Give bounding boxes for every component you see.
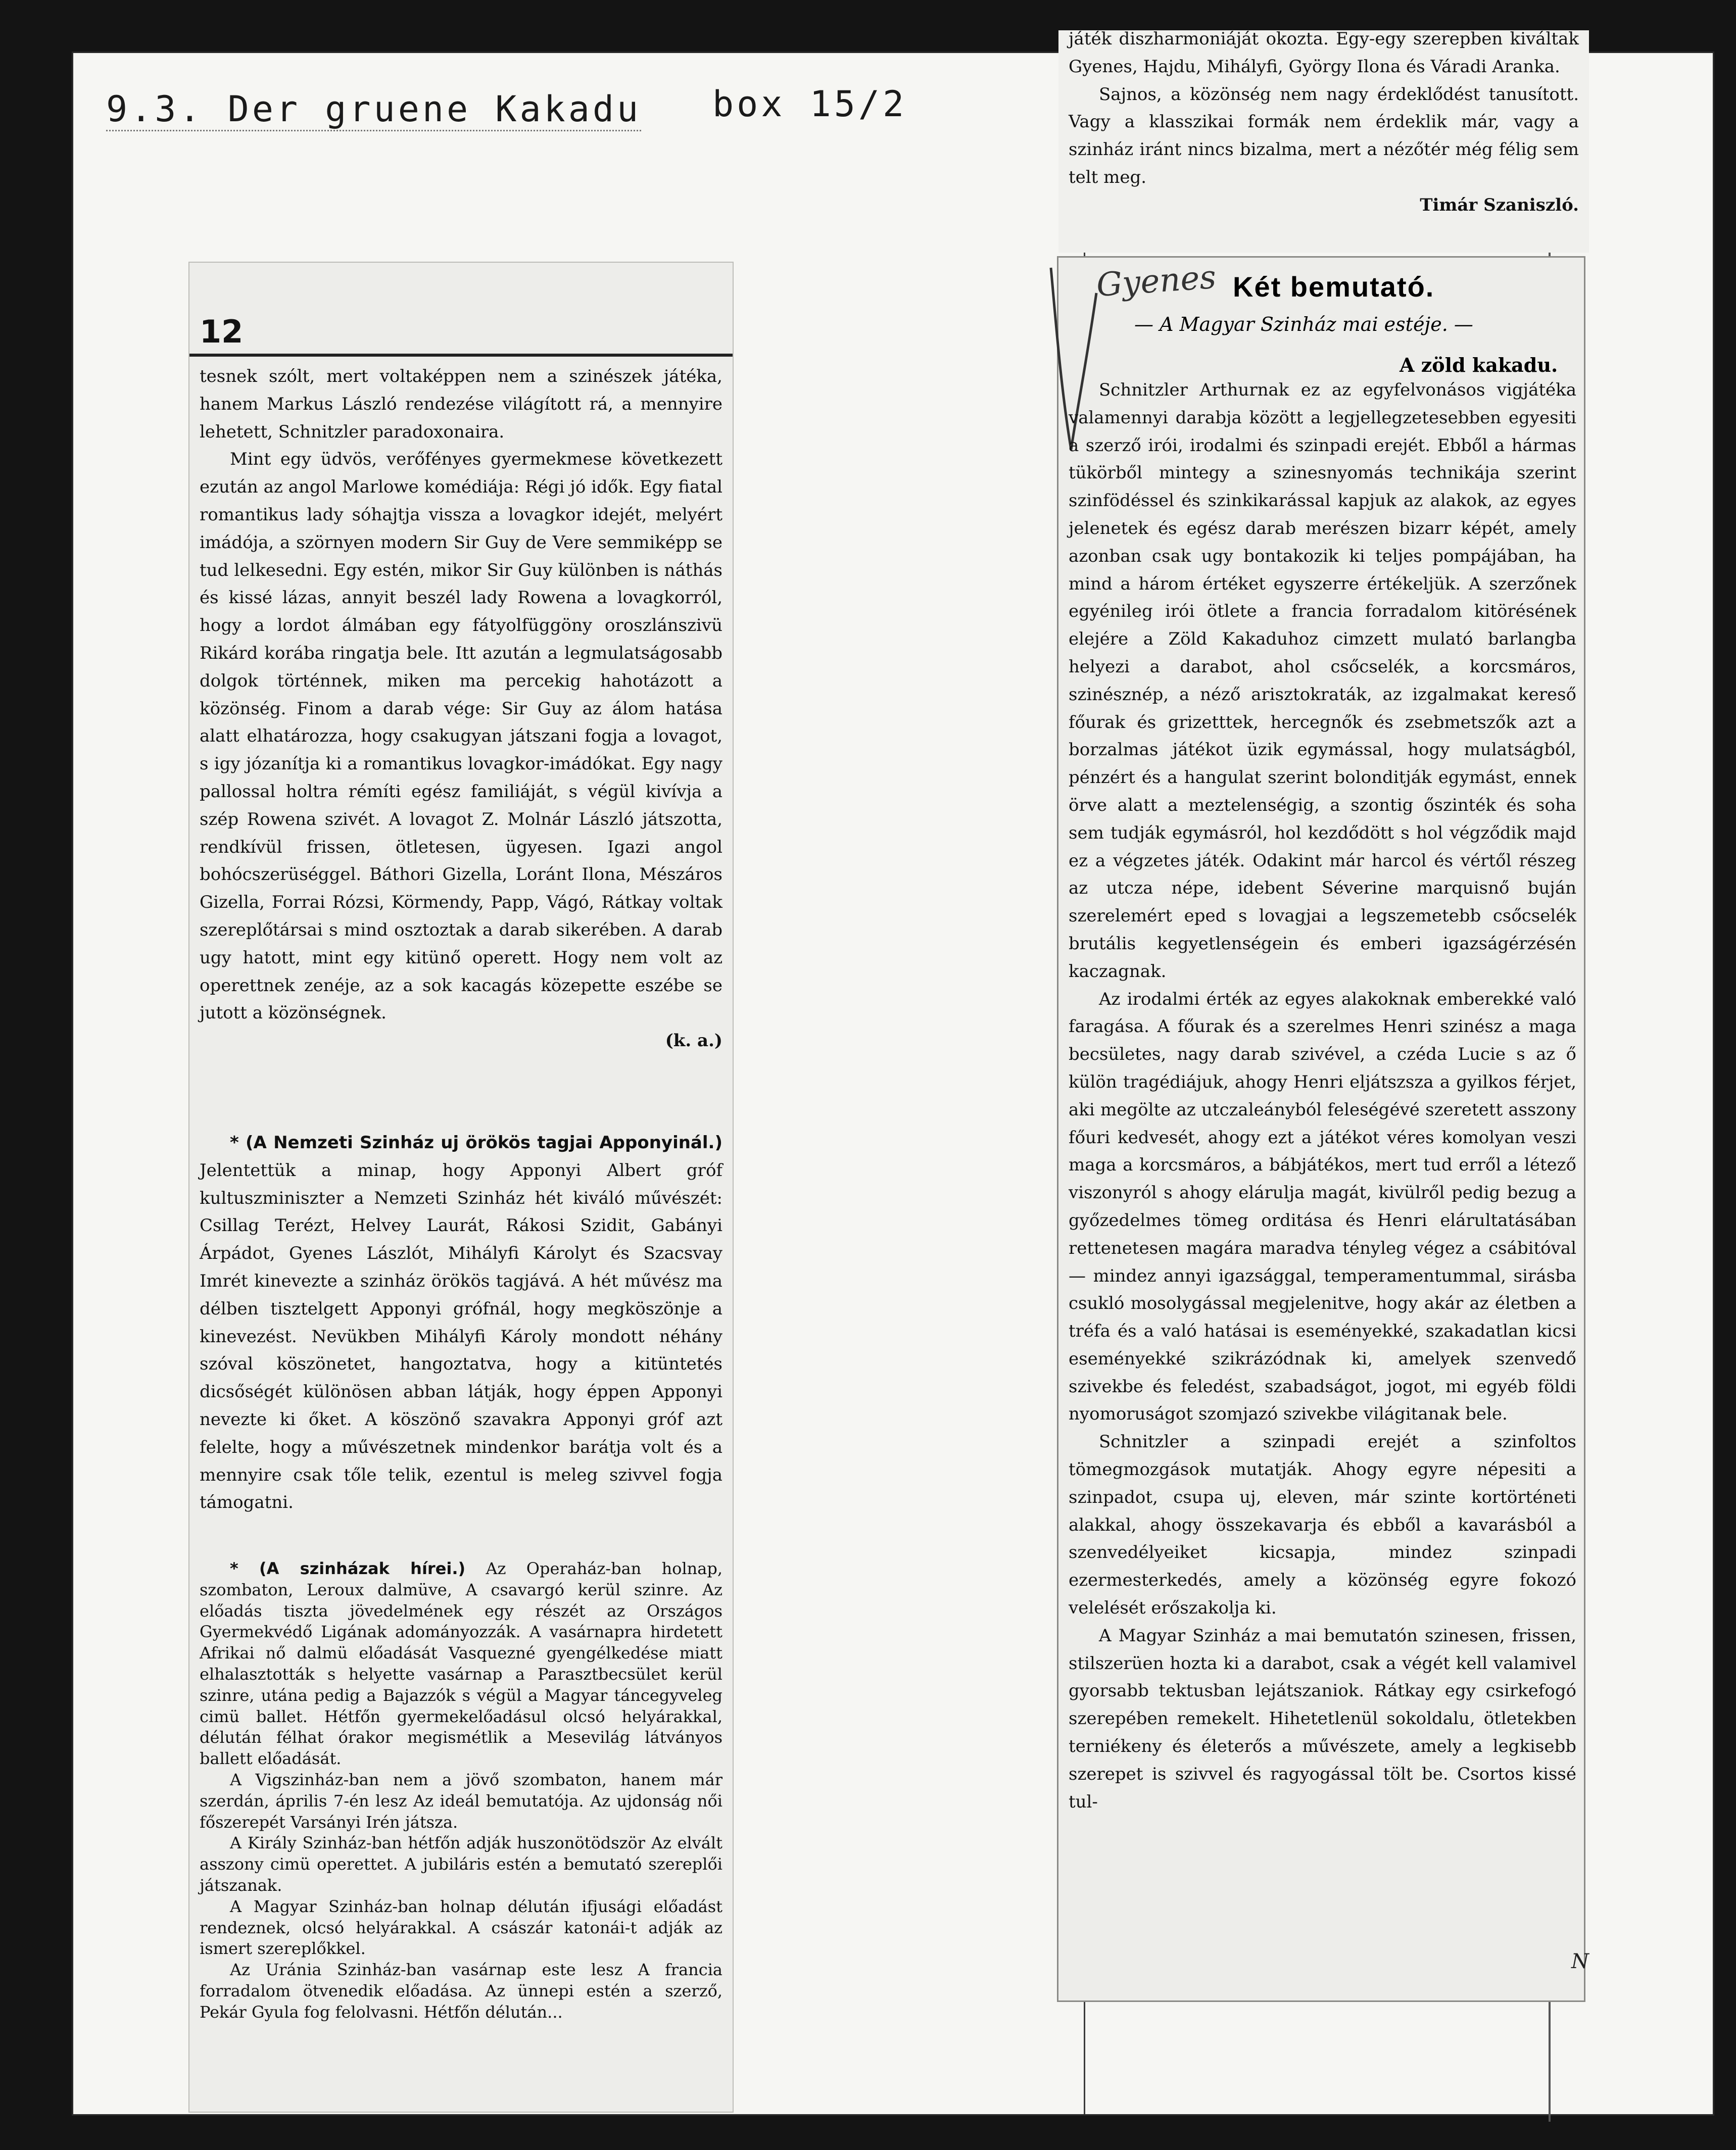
article-paragraph: Az irodalmi érték az egyes alakoknak emberekké való faragása. A főurak és a szerelmes Henri szinész a maga becsületes, nagy darab szivével, a czéda Lucie s az ő külön tragédiájuk, ahogy Henri eljátszsza a gyilkos férjet, aki megölte az utczaleányból feleségévé szeretett asszony főuri kedvesét, ahogy ezt a játékot véres komolyan veszi maga a korcsmáros, a bábjátékos, mert tud erről a létező viszonyról s ahogy elárulja magát, kivülről pedig bezug a győzedelmes tömeg orditása és Henri elárultatásában rettenetesen magára maradva tényleg végez a csábitóval — mindez annyi igazsággal, temperamentummal, sirásba csukló mosolygással megjelenitve, hogy akár az életben a tréfa és a való hatásai is eseményekké, szakadatlan kicsi eseményekké szikrázódnak ki, amelyek szenvedő szivekbe és feledést, szabadságot, jogot, mi egyéb földi nyomoruságot szomjazó szivekbe világitanak bele.: [1069, 989, 1576, 1425]
news-item: [200, 1896, 722, 1960]
handwritten-note: Gyenes: [1095, 258, 1218, 305]
review-column: [200, 363, 722, 1055]
news-item: [200, 1129, 722, 1517]
continued-signature: Timár Szaniszló.: [1420, 194, 1579, 215]
article-paragraph: Schnitzler a szinpadi erejét a szinfoltos tömegmozgások mutatják. Ahogy egyre népesiti a szinpadot, csupa uj, eleven, már szinte kortörténeti alakkal, ahogy összekavarja és ebből a kavarásból a szenvedélyeiket kicsapja, mindez szinpadi ezermesterkedés, amely a közönség egyre fokozó velelését erőszakolja ki.: [1069, 1432, 1576, 1619]
news-text: A Magyar Szinház-ban holnap délután ifjusági előadást rendeznek, olcsó helyárakkal. A császár katonái-t adják az ismert szereplőkkel.: [200, 1896, 722, 1959]
continued-paragraph: Sajnos, a közönség nem nagy érdeklődést tanusított. Vagy a klasszikai formák nem érdeklik már, vagy a szinház iránt nincs bizalma, mert a nézőtér még félig sem telt meg.: [1069, 84, 1579, 187]
review-signature: (k. a.): [665, 1031, 722, 1051]
page-number: 12: [200, 313, 244, 350]
review-paragraph: Mint egy üdvös, verőfényes gyermekmese következett ezután az angol Marlowe komédiája: Régi jó idők. Egy fiatal romantikus lady sóhajtja vissza a lovagkor idejét, melyért imádója, a szörnyen modern Sir Guy de Vere semmiképp se tud lelkesedni. Egy estén, mikor Sir Guy különben is náthás és kissé lázas, annyit beszél lady Rowena a lovagkorról, hogy a lordot álmában egy fátyolfüggöny oroszlánszivü Rikárd korába ringatja bele. Itt azután a legmulatságosabb dolgok történnek, miken ma percekig hahotázott a közönség. Finom a darab vége: Sir Guy az álom hatása alatt elhatározza, hogy csakugyan játszani fogja a lovagot, s igy józanítja ki a romantikus lovagkor-imádókat. Egy nagy pallossal holtra rémíti egész familiáját, s végül kivívja a szép Rowena szivét. A lovagot Z. Molnár László játszotta, rendkívül frissen, ötletesen, ügyesen. Igazi angol bohócszerüséggel. Báthori Gizella, Loránt Ilona, Mészáros Gizella, Forrai Rózsi, Körmendy, Papp, Vágó, Rátkay voltak szereplőtársai s mind osztoztak a darab sikerében. A darab ugy hatott, mint egy kitünő operett. Hogy nem volt az operettnek zenéje, az a sok kacagás közepette eszébe se jutott a közönségnek.: [200, 449, 722, 1023]
news-heading: * (A szinházak hírei.): [230, 1559, 466, 1578]
news-heading: * (A Nemzeti Szinház uj örökös tagjai Apponyinál.): [230, 1133, 722, 1153]
news-text: Az Uránia Szinház-ban vasárnap este lesz A francia forradalom ötvenedik előadása. Az ünnepi estén a szerző, Pekár Gyula fog felolvasni. Hétfőn délután...: [200, 1960, 722, 2022]
news-item: [200, 1833, 722, 1896]
margin-mark: N: [1571, 1950, 1589, 1973]
continued-review-column: [1069, 25, 1579, 219]
news-item: [200, 1558, 722, 1770]
header-rule: [189, 354, 733, 357]
archive-label: [106, 88, 641, 130]
news-item: [200, 1770, 722, 1833]
news-text: Az Operaház-ban holnap, szombaton, Leroux dalmüve, A csavargó kerül szinre. Az előadás tiszta jövedelmének egy részét az Országos Gyermekvédő Ligának adományozzák. A vasárnapra hirdetett Afrikai nő dalmü előadását Vasquezné gyengélkedése miatt elhalasztották s helyette vasárnap a Parasztbecsület kerül szinre, utána pedig a Bajazzók s végül a Magyar táncegyveleg cimü ballet. Hétfőn gyermekelőadásul olcsó helyárakkal, délután félhat órakor megismétlik a Mesevilág látványos ballett előadását.: [200, 1559, 723, 1769]
archive-title: 9.3. Der gruene Kakadu: [106, 88, 641, 131]
article-headline: Két bemutató.: [1233, 271, 1435, 303]
article-paragraph: A Magyar Szinház a mai bemutatón szinesen, frissen, stilszerüen hozta ki a darabot, csak a végét kell valamivel gyorsabb tektusban lejátszaniok. Rátkay egy csirkefogó szerepében remekelt. Hihetetlenül sokoldalu, ötletekben terniékeny és életerős a művészete, amely a legkisebb szerepet is szivvel és ragyogással tölt be. Csortos kissé tul-: [1069, 1625, 1576, 1812]
news-column: [200, 1129, 722, 1517]
article-subheadline: — A Magyar Szinház mai estéje. —: [1134, 313, 1473, 335]
news-text: Jelentettük a minap, hogy Apponyi Albert gróf kultuszminiszter a Nemzeti Szinház hét kiváló művészét: Csillag Terézt, Helvey Laurát, Rákosi Szidit, Gabányi Árpádot, Gyenes Lászlót, Mihályfi Károlyt és Szacsvay Imrét kinevezte a szinház örökös tagjává. A hét művész ma délben tisztelgett Apponyi grófnál, hogy megköszönje a kinevezést. Nevükben Mihályfi Károly mondott néhány szóval köszönetet, hangoztatva, hogy a kitüntetés dicsőségét különösen abban látják, hogy éppen Apponyi nevezte ki őket. A köszönő szavakra Apponyi gróf azt felelte, hogy a művészetnek mindenkor barátja volt és a mennyire csak tőle telik, ezentul is meleg szivvel fogja támogatni.: [200, 1160, 722, 1513]
archive-box-label: box 15/2: [712, 83, 907, 125]
news-text: A Király Szinház-ban hétfőn adják huszonötödször Az elvált asszony cimü operettet. A jubiláris estén a bemutató szereplői játszanak.: [200, 1833, 722, 1895]
review-paragraph: tesnek szólt, mert voltaképpen nem a szinészek játéka, hanem Markus László rendezése világított rá, a mennyire lehetett, Schnitzler paradoxonaira.: [200, 366, 722, 442]
article-section-title: A zöld kakadu.: [1400, 354, 1558, 376]
news-item: [200, 1960, 722, 2023]
article-body: [1069, 376, 1576, 1816]
continued-paragraph: játék diszharmoniáját okozta. Egy-egy szerepben kiváltak Gyenes, Hajdu, Mihályfi, György Ilona és Váradi Aranka.: [1069, 29, 1579, 77]
news-text: A Vigszinház-ban nem a jövő szombaton, hanem már szerdán, április 7-én lesz Az ideál bemutatója. Az ujdonság női főszerepét Varsányi Irén játsza.: [200, 1770, 722, 1832]
theatre-news-column: [200, 1558, 722, 2023]
article-paragraph: Schnitzler Arthurnak ez az egyfelvonásos vigjátéka valamennyi darabja között a legjellegzetesebben egyesiti a szerző irói, irodalmi és szinpadi erejét. Ebből a hármas tükörből mintegy a szinesnyomás technikája szerint szinfödéssel és szinkikarással kapjuk az alakok, az egyes jelenetek és egész darab merészen bizarr képét, amely azonban csak ugy bontakozik ki teljes pompájában, ha mind a három értéket egyszerre értékeljük. A szerzőnek egyénileg irói ötlete a francia forradalom kitörésének elejére a Zöld Kakaduhoz cimzett mulató barlangba helyezi a darabot, ahol csőcselék, a korcsmáros, szinésznép, a néző arisztokraták, az izgalmakat kereső főurak és grizetttek, hercegnők és zsebmetszők azt a borzalmas játékot üzik egymással, hogy mulatságból, pénzért és a hangulat szerint bolonditják egymást, ennek örve alatt a meztelenségig, a szontig őszinték és soha sem tudják egymásról, hol kezdődött s hol végződik majd ez a végzetes játék. Odakint már harcol és vértől részeg az utcza népe, idebent Séverine marquisnő buján szerelemért eped s lovagjai a legszemetebb csőcselék brutális kegyetlenségein és emberi igazságérzésén kaczagnak.: [1069, 380, 1576, 982]
